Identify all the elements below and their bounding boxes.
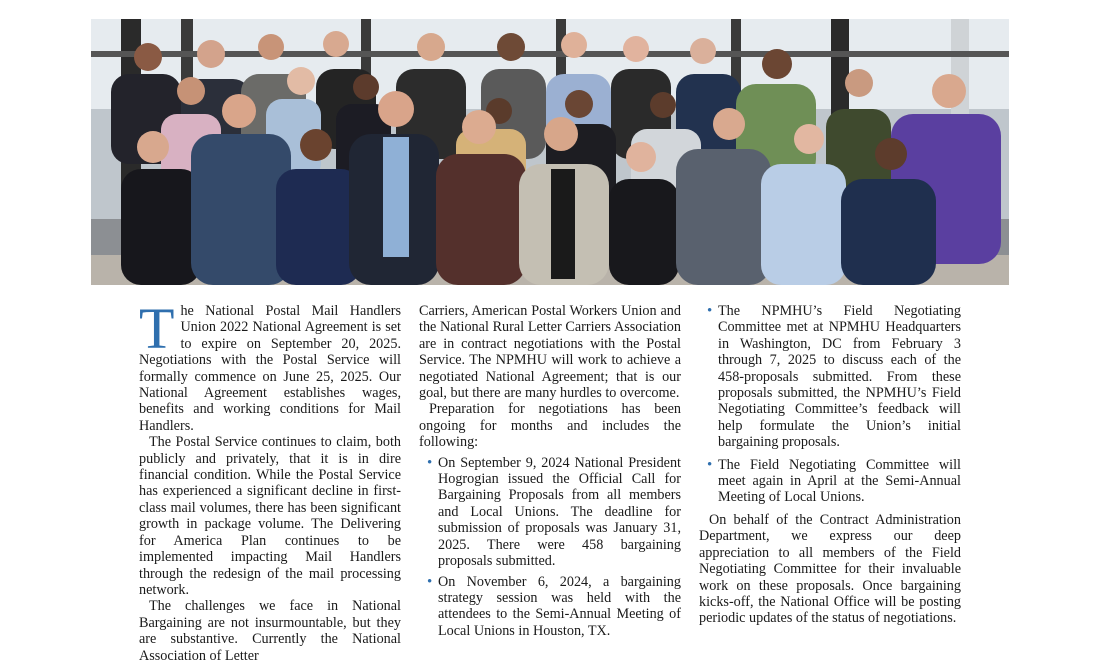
paragraph-challenges: The challenges we face in National Bargaining are not insurmountable, but they are substantive. Currently the National Association of Letter [139, 598, 401, 664]
paragraph-unions: Carriers, American Postal Workers Union and the National Rural Letter Carriers Association are in contract negotiations with the Postal Service. The NPMHU will work to achieve a negotiated National Agreement; that is our goal, but there are many hurdles to overcome. [419, 303, 681, 402]
drop-cap: T [139, 296, 175, 361]
paragraph-financial: The Postal Service continues to claim, both publicly and privately, that it is in dire financial condition. While the Postal Service has experienced a significant decline in first-class mail volumes, there has been significant growth in package volume. The Delivering for America Plan continues to be implemented impacting Mail Handlers through the redesign of the mail processing network. [139, 434, 401, 598]
intro-text: he National Postal Mail Handlers Union 2022 National Agreement is set to expire on September 20, 2025. Negotiations with the Postal Service will formally commence on June 25, 2025. Our National Agreement establishes wages, benefits and working conditions for Mail Handlers. [139, 303, 401, 434]
list-item: • On November 6, 2024, a bargaining strategy session was held with the attendees to the Semi-Annual Meeting of Local Unions in Houston, TX. [419, 574, 681, 640]
preparation-list [419, 455, 681, 639]
committee-list [699, 303, 961, 506]
paragraph-preparation: Preparation for negotiations has been ongoing for months and includes the following: [419, 401, 681, 451]
list-item: • The Field Negotiating Committee will meet again in April at the Semi-Annual Meeting of Local Unions. [699, 457, 961, 506]
intro-paragraph [139, 296, 401, 434]
list-item: • On September 9, 2024 National President Hogrogian issued the Official Call for Bargaining Proposals from all members and Local Unions. The deadline for submission of proposals was January 31, 2025. There were 458 bargaining proposals submitted. [419, 455, 681, 570]
list-item: • The NPMHU’s Field Negotiating Committee met at NPMHU Headquarters in Washington, DC from February 3 through 7, 2025 to discuss each of the 458-proposals submitted. From these proposals submitted, the NPMHU’s Field Negotiating Committee’s feedback will help formulate the Union’s initial bargaining proposals. [699, 303, 961, 451]
article-column-3 [699, 303, 961, 627]
paragraph-appreciation: On behalf of the Contract Administration Department, we express our deep appreciation to all members of the Field Negotiating Committee for their invaluable work on these proposals. Once bargaining kicks-off, the National Office will be posting periodic updates of the status of negotiations. [699, 511, 961, 627]
article-column-1 [139, 296, 401, 664]
article-column-2 [419, 303, 681, 643]
group-photo-illustration [91, 19, 1009, 285]
group-photo [91, 19, 1009, 285]
